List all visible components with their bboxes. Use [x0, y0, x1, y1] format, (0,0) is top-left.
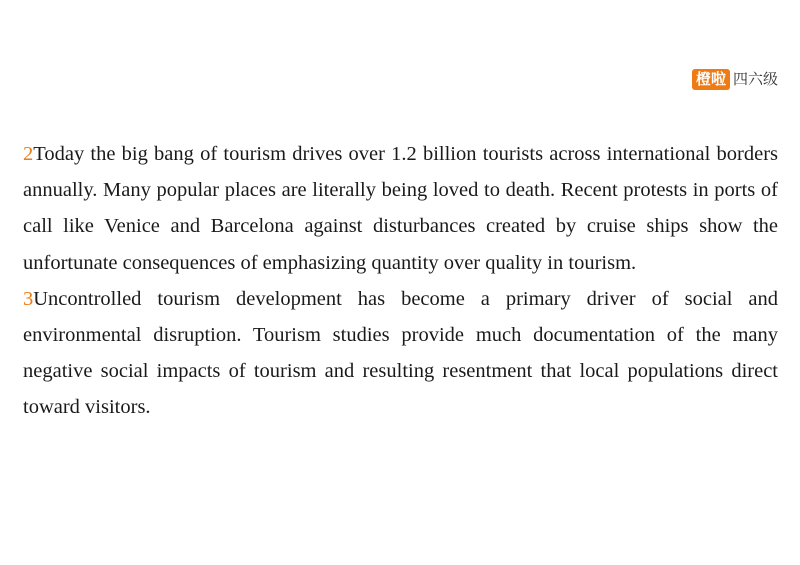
- brand-badge: 橙啦: [692, 69, 730, 90]
- paragraph-3: [23, 281, 778, 426]
- reading-passage: [23, 136, 778, 426]
- paragraph-text: Today the big bang of tourism drives over 1.2 billion tourists across international borders annually. Many popular places are literally being loved to death. Recent protests in ports of call like Venice and Barcelona against disturbances created by cruise ships show the unfortunate consequences of emphasizing quantity over quality in tourism.: [23, 143, 778, 274]
- brand-logo: [692, 69, 778, 90]
- brand-text: 四六级: [732, 70, 778, 88]
- paragraph-2: [23, 136, 778, 281]
- paragraph-number: 2: [23, 143, 34, 165]
- paragraph-number: 3: [23, 287, 34, 310]
- paragraph-text: Uncontrolled tourism development has become a primary driver of social and environmental disruption. Tourism studies provide much documentation of the many negative social impacts of tourism and resulting resentment that local populations direct toward visitors.: [23, 287, 778, 419]
